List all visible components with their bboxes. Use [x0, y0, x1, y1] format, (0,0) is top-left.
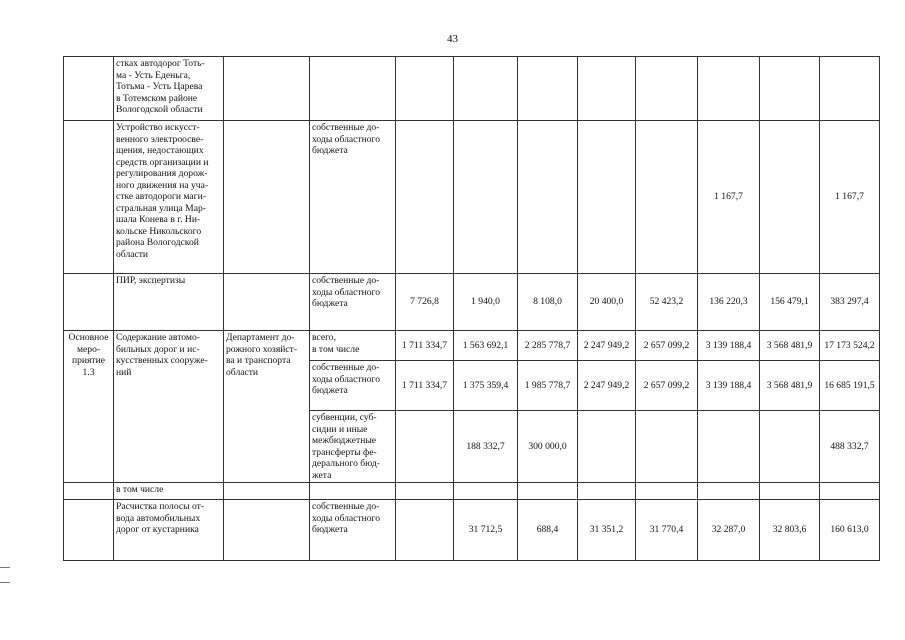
value-cell: 2 247 949,2 [578, 361, 636, 411]
value-cell [760, 483, 820, 500]
value-cell: 3 139 188,4 [698, 361, 760, 411]
table-row [64, 274, 880, 331]
executor-cell [224, 121, 310, 274]
value-cell: 1 940,0 [454, 274, 518, 331]
value-cell: 32 287,0 [698, 500, 760, 561]
event-cell [64, 274, 114, 331]
value-cell [578, 121, 636, 274]
value-cell: 3 568 481,9 [760, 361, 820, 411]
value-cell [636, 483, 698, 500]
value-cell [578, 57, 636, 121]
executor-cell [224, 500, 310, 561]
value-cell: 136 220,3 [698, 274, 760, 331]
value-cell [698, 411, 760, 483]
value-cell [636, 121, 698, 274]
name-cell: Расчистка полосы от- вода автомобильных дорог от кустарника [114, 500, 224, 561]
table-row [64, 121, 880, 274]
main-event-cell: Основное меро- приятие 1.3 [64, 331, 114, 483]
value-cell [698, 57, 760, 121]
value-cell [578, 411, 636, 483]
value-cell: 7 726,8 [396, 274, 454, 331]
value-cell: 2 247 949,2 [578, 331, 636, 361]
value-cell: 1 711 334,7 [396, 361, 454, 411]
page-number: 43 [447, 33, 458, 45]
value-cell: 1 985 778,7 [518, 361, 578, 411]
event-cell [64, 121, 114, 274]
value-cell: 31 351,2 [578, 500, 636, 561]
value-cell: 383 297,4 [820, 274, 880, 331]
value-cell [820, 483, 880, 500]
value-cell: 1 167,7 [698, 121, 760, 274]
value-cell [518, 121, 578, 274]
name-cell: ПИР, экспертизы [114, 274, 224, 331]
value-cell [518, 483, 578, 500]
value-cell [396, 500, 454, 561]
value-cell: 52 423,2 [636, 274, 698, 331]
value-cell [636, 57, 698, 121]
value-cell [820, 57, 880, 121]
value-cell: 488 332,7 [820, 411, 880, 483]
value-cell: 2 285 778,7 [518, 331, 578, 361]
value-cell [454, 57, 518, 121]
value-cell [518, 57, 578, 121]
event-cell [64, 500, 114, 561]
value-cell: 20 400,0 [578, 274, 636, 331]
name-cell: Содержание автомо- бильных дорог и ис- кусственных сооруже- ний [114, 331, 224, 483]
value-cell: 160 613,0 [820, 500, 880, 561]
name-cell: Устройство искусст- венного электроосве- щения, недостающих средств организации и регулирования дорож- ного движения на уча- стке автодороги маги- стральная улица Мар- шала Конева в г. Ни- кольске Никольского района Вологодской области [114, 121, 224, 274]
value-cell: 188 332,7 [454, 411, 518, 483]
executor-cell [224, 274, 310, 331]
value-cell [760, 121, 820, 274]
source-cell [310, 57, 396, 121]
value-cell: 1 563 692,1 [454, 331, 518, 361]
event-cell [64, 483, 114, 500]
name-cell: в том числе [114, 483, 224, 500]
source-cell: собственные до- ходы областного бюджета [310, 500, 396, 561]
value-cell: 3 568 481,9 [760, 331, 820, 361]
value-cell [396, 411, 454, 483]
value-cell: 156 479,1 [760, 274, 820, 331]
value-cell: 17 173 524,2 [820, 331, 880, 361]
value-cell: 16 685 191,5 [820, 361, 880, 411]
value-cell: 1 711 334,7 [396, 331, 454, 361]
value-cell: 31 770,4 [636, 500, 698, 561]
value-cell: 3 139 188,4 [698, 331, 760, 361]
value-cell [636, 411, 698, 483]
source-cell: собственные до- ходы областного бюджета [310, 361, 396, 411]
name-cell: стках автодорог Тоть- ма - Усть Еденьга, Тотьма - Усть Царева в Тотемском районе Вологодской области [114, 57, 224, 121]
value-cell: 2 657 099,2 [636, 331, 698, 361]
value-cell [698, 483, 760, 500]
value-cell [760, 57, 820, 121]
value-cell: 688,4 [518, 500, 578, 561]
budget-table [63, 56, 880, 561]
value-cell [578, 483, 636, 500]
value-cell [396, 57, 454, 121]
source-cell: собственные до- ходы областного бюджета [310, 274, 396, 331]
value-cell [396, 121, 454, 274]
value-cell: 32 803,6 [760, 500, 820, 561]
executor-cell: Департамент до- рожного хозяйст- ва и транспорта области [224, 331, 310, 483]
scan-mark [0, 582, 10, 583]
value-cell [396, 483, 454, 500]
value-cell [760, 411, 820, 483]
source-cell [310, 483, 396, 500]
source-cell: субвенции, суб- сидии и иные межбюджетные трансферты фе- дерального бюд- жета [310, 411, 396, 483]
value-cell [454, 121, 518, 274]
value-cell: 31 712,5 [454, 500, 518, 561]
table-row [64, 331, 880, 361]
event-cell [64, 57, 114, 121]
value-cell: 1 167,7 [820, 121, 880, 274]
table-row [64, 500, 880, 561]
value-cell [454, 483, 518, 500]
table-row [64, 57, 880, 121]
value-cell: 300 000,0 [518, 411, 578, 483]
source-cell: собственные до- ходы областного бюджета [310, 121, 396, 274]
scan-mark [0, 567, 10, 568]
value-cell: 8 108,0 [518, 274, 578, 331]
table-row [64, 483, 880, 500]
source-cell: всего, в том числе [310, 331, 396, 361]
executor-cell [224, 57, 310, 121]
value-cell: 1 375 359,4 [454, 361, 518, 411]
value-cell: 2 657 099,2 [636, 361, 698, 411]
executor-cell [224, 483, 310, 500]
